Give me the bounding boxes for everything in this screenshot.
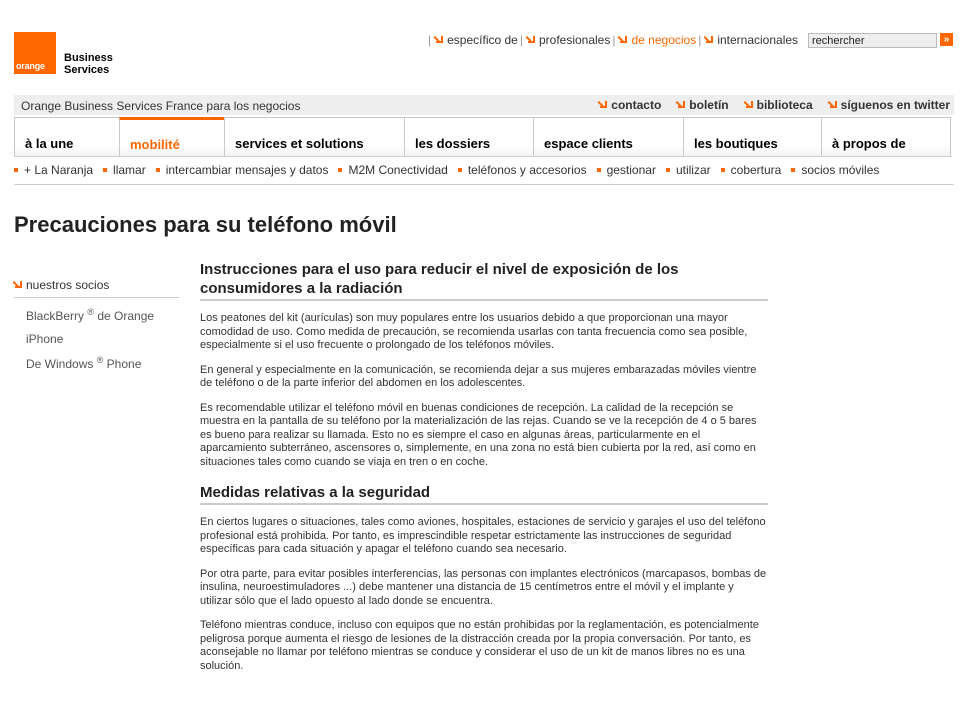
arrow-icon [599, 101, 607, 109]
subnav-item[interactable]: llamar [103, 163, 146, 177]
bullet-icon [103, 168, 107, 172]
paragraph: Los peatones del kit (aurículas) son muy populares entre los usuarios debido a que proporcionan una mayor comodidad de uso. Como medida de precaución, se recomienda usarlas con tanta frecuencia como sea posible, especialmente si el uso frecuente o prolongado de los teléfonos móviles. [200, 312, 748, 351]
sidebar-item-blackberry[interactable]: BlackBerry ® de Orange [26, 307, 155, 323]
divider [14, 184, 954, 185]
util-link-contacto[interactable]: contacto [599, 98, 661, 112]
arrow-icon [745, 101, 753, 109]
nav-tab-espace-clients[interactable]: espace clients [533, 117, 684, 156]
paragraph: Por otra parte, para evitar posibles interferencias, las personas con implantes electrónicos (marcapasos, bombas de insulina, neuroestimuladores ...) debe mantener una distancia de 15 centímetros entre el móvil y el implante y utilizar sólo que el lado opuesto al lado donde se encuentra. [200, 567, 767, 607]
bullet-icon [14, 168, 18, 172]
top-link-internacionales[interactable]: | internacionales [698, 33, 799, 47]
bullet-icon [666, 168, 670, 172]
search-button[interactable]: » [940, 33, 953, 46]
subnav-item[interactable]: gestionar [597, 163, 656, 177]
site-header-bar [14, 95, 954, 115]
logo-wordmark: orange [16, 61, 45, 71]
bullet-icon [791, 168, 795, 172]
subnav-item[interactable]: socios móviles [791, 163, 879, 177]
section-heading: Instrucciones para el uso para reducir el nivel de exposición de los consumidores a la radiación [200, 260, 768, 301]
top-link-profesionales[interactable]: | profesionales [519, 33, 611, 47]
bullet-icon [721, 168, 725, 172]
page-title: Precauciones para su teléfono móvil [14, 212, 397, 237]
arrow-icon [677, 101, 685, 109]
nav-tab-services[interactable]: services et solutions [224, 117, 405, 156]
bullet-icon [156, 168, 160, 172]
paragraph: Teléfono mientras conduce, incluso con equipos que no están prohibidas por la reglamentación, es potencialmente peligrosa porque aumenta el riesgo de lesiones de la distracción creada por la propia conversación. Por tanto, es aconsejable no llamar por teléfono mientras se conduce y considerar el uso de un kit de manos libres no es una solución. [200, 619, 759, 672]
top-link-especifico[interactable]: | específico de [428, 33, 518, 47]
subnav-item[interactable]: utilizar [666, 163, 711, 177]
main-content [200, 260, 768, 673]
sidebar [14, 278, 179, 371]
util-link-biblioteca[interactable]: biblioteca [745, 98, 813, 112]
orange-logo[interactable] [14, 32, 56, 74]
top-link-negocios[interactable]: | de negocios [612, 33, 697, 47]
business-services-label: Business Services [64, 52, 113, 76]
subnav-item[interactable]: intercambiar mensajes y datos [156, 163, 329, 177]
subnav-item[interactable]: M2M Conectividad [338, 163, 447, 177]
util-link-twitter[interactable]: síguenos en twitter [829, 98, 950, 112]
arrow-icon [527, 36, 535, 44]
arrow-icon [705, 36, 713, 44]
nav-tab-a-la-une[interactable]: à la une [14, 117, 120, 156]
paragraph: Es recomendable utilizar el teléfono móvil en buenas condiciones de recepción. La calidad de la recepción se muestra en la pantalla de su teléfono por la materialización de las rejas. Cuando se ve la recepción de 4 o 5 bares es bueno para realizar su llamada. Esto no es siempre el caso en algunas áreas, particularmente en el aparcamiento subterráneo, ascensores o, simplemente, en una zona no está bien cubierta por la red, así como en situaciones tales como cuando se viaja en tren o en coche. [200, 401, 757, 468]
util-link-boletin[interactable]: boletín [677, 98, 728, 112]
arrow-icon [619, 36, 627, 44]
main-nav [14, 117, 952, 157]
bullet-icon [597, 168, 601, 172]
nav-tab-a-propos[interactable]: à propos de [821, 117, 951, 156]
top-links [426, 33, 798, 47]
arrow-icon [435, 36, 443, 44]
paragraph: En general y especialmente en la comunicación, se recomienda dejar a sus mujeres embarazadas móviles vientre de teléfono o de la parte inferior del abdomen en los adolescentes. [200, 363, 757, 389]
nav-tab-mobilite[interactable]: mobilité [119, 117, 225, 156]
paragraph: En ciertos lugares o situaciones, tales como aviones, hospitales, estaciones de servicio y garajes el uso del teléfono profesional está prohibida. Por tanto, es imprescindible respetar estrictamente las instrucciones de seguridad específicas para cada situación y apagar el teléfono cuando sea necesario. [200, 516, 766, 555]
search-input[interactable] [808, 33, 937, 48]
subnav-item[interactable]: cobertura [721, 163, 782, 177]
arrow-icon [14, 281, 22, 289]
arrow-icon [829, 101, 837, 109]
sidebar-item-windows-phone[interactable]: De Windows ® Phone [26, 355, 142, 371]
sidebar-head[interactable]: nuestros socios [14, 278, 179, 298]
bullet-icon [458, 168, 462, 172]
bullet-icon [338, 168, 342, 172]
section-heading: Medidas relativas a la seguridad [200, 483, 768, 505]
subnav-item[interactable]: teléfonos y accesorios [458, 163, 587, 177]
nav-tab-dossiers[interactable]: les dossiers [404, 117, 534, 156]
sidebar-item-iphone[interactable]: iPhone [26, 332, 64, 346]
sub-nav [14, 163, 889, 177]
nav-tab-boutiques[interactable]: les boutiques [683, 117, 822, 156]
utility-links [583, 98, 950, 112]
subnav-item[interactable]: + La Naranja [14, 163, 93, 177]
site-tagline: Orange Business Services France para los negocios [21, 99, 301, 113]
